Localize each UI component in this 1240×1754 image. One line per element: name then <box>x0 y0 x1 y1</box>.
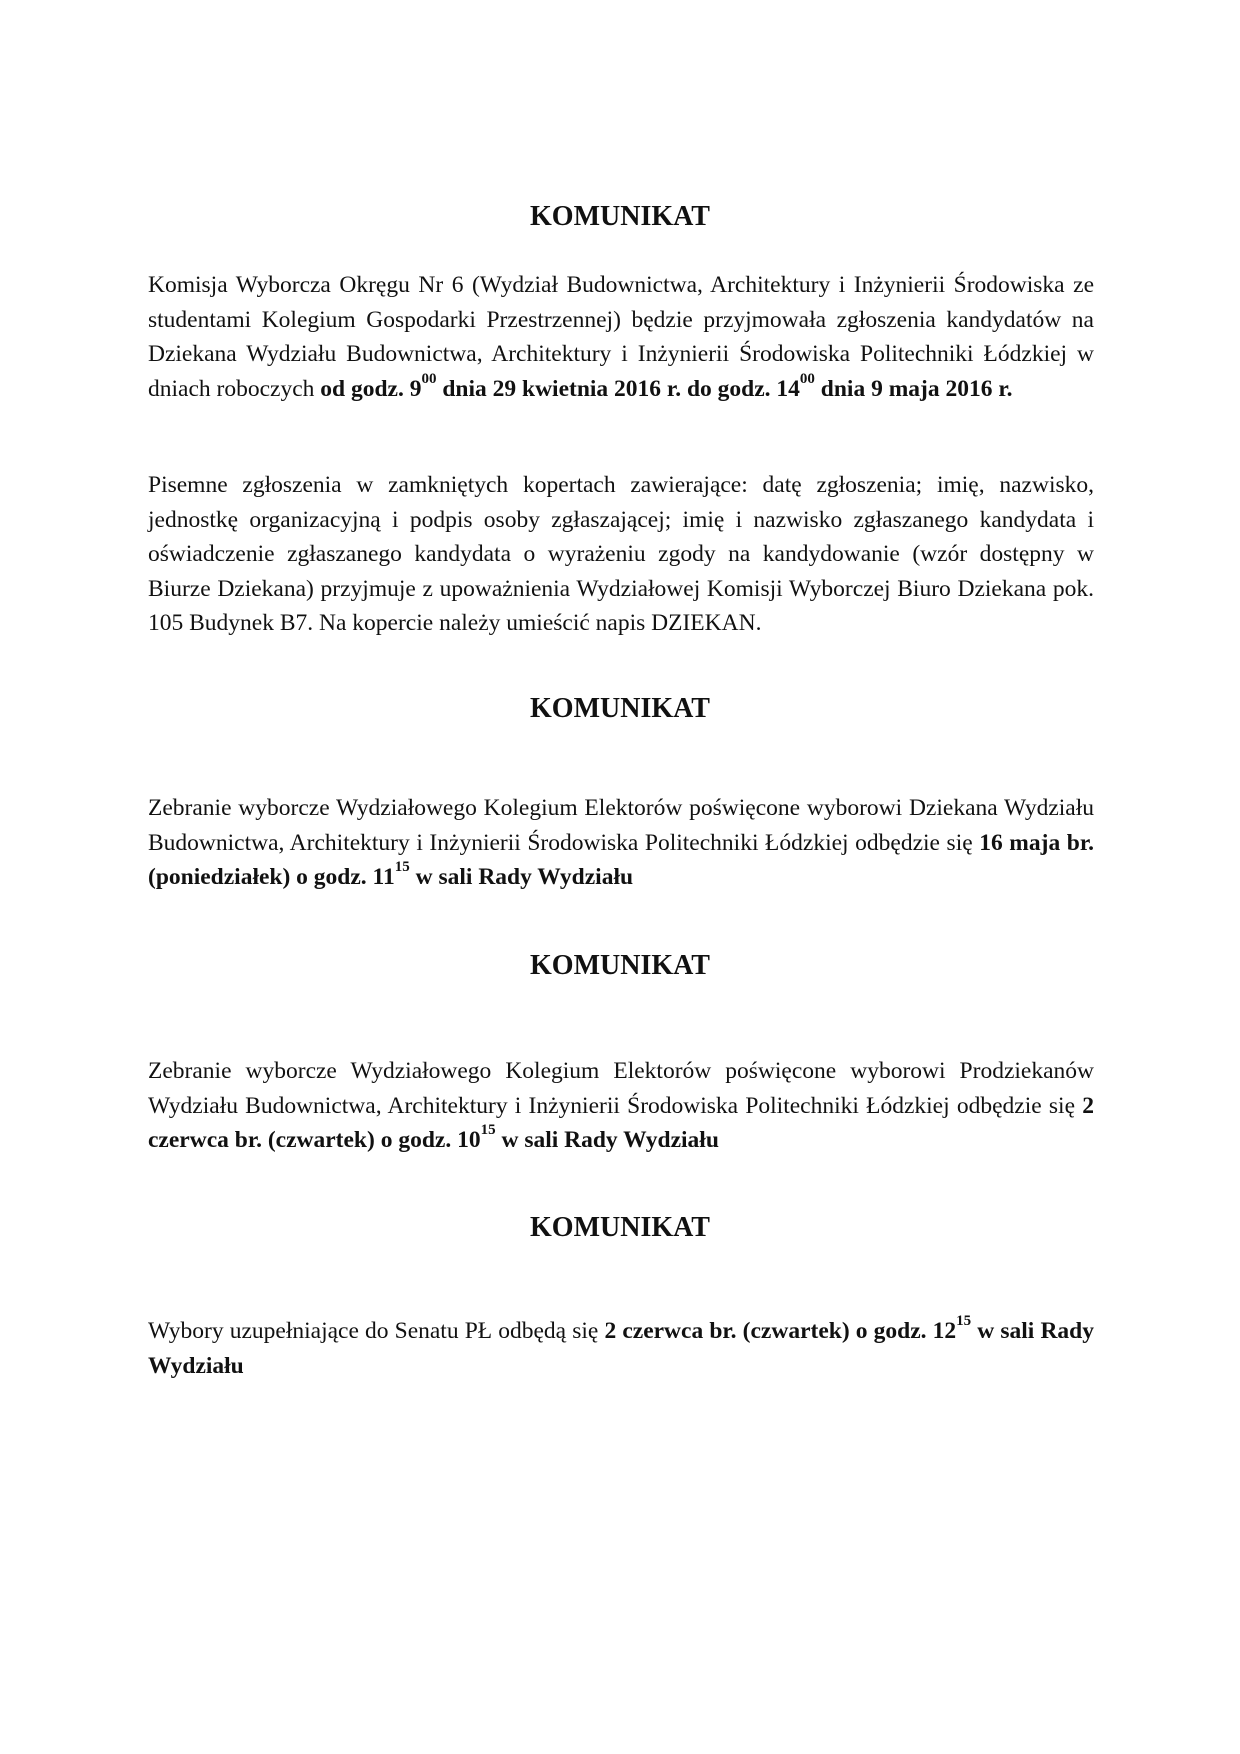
section-4-bold-date: 2 czerwca br. (czwartek) o godz. 12 <box>604 1318 957 1344</box>
section-3-text: Zebranie wyborcze Wydziałowego Kolegium Elektorów poświęcone wyborowi Prodziekanów Wydziału Budownictwa, Architektury i Inżynierii Środowiska Politechniki Łódzkiej odbędzie się <box>148 1058 1094 1119</box>
section-1-bold-dates: dnia 29 kwietnia 2016 r. do godz. 14 <box>436 375 800 402</box>
section-3-bold-place: w sali Rady Wydziału <box>495 1127 719 1153</box>
section-1-sup-end-minutes: 00 <box>799 370 815 387</box>
section-1-paragraph-1-text: Komisja Wyborcza Okręgu Nr 6 (Wydział Budownictwa, Architektury i Inżynierii Środowiska ze studentami Kolegium Gospodarki Przestrzennej) będzie przyjmowała zgłoszenia kandydatów na Dziekana Wydziału Budownictwa, Architektury i Inżynierii Środowiska Politechniki Łódzkiej w dniach roboczych <box>148 272 1094 402</box>
section-4-heading: KOMUNIKAT <box>530 1212 710 1243</box>
section-4-bold-place: w sali Rady Wydziału <box>148 1318 1094 1379</box>
section-3-paragraph <box>148 1054 1094 1158</box>
section-1-bold-end-date: dnia 9 maja 2016 r. <box>814 375 1013 402</box>
section-2-heading: KOMUNIKAT <box>530 693 710 724</box>
section-3-bold-date: 2 czerwca br. (czwartek) o godz. 10 <box>148 1092 1094 1153</box>
section-2-bold-date: 16 maja br. (poniedziałek) o godz. 11 <box>148 829 1095 890</box>
section-1-paragraph-2: Pisemne zgłoszenia w zamkniętych kopertach zawierające: datę zgłoszenia; imię, nazwisko, jednostkę organizacyjną i podpis osoby zgłaszającej; imię i nazwisko zgłaszanego kandydata i oświadczenie zgłaszanego kandydata o wyrażeniu zgody na kandydowanie (wzór dostępny w Biurze Dziekana) przyjmuje z upoważnienia Wydziałowej Komisji Wyborczej Biuro Dziekana pok. 105 Budynek B7. Na kopercie należy umieścić napis DZIEKAN. <box>148 472 1094 636</box>
section-2-bold-place: w sali Rady Wydziału <box>409 864 634 890</box>
section-3-sup-minutes: 15 <box>480 1122 496 1139</box>
section-4-sup-minutes: 15 <box>956 1313 972 1330</box>
section-3-heading: KOMUNIKAT <box>530 950 710 981</box>
section-4-paragraph <box>148 1314 1094 1383</box>
section-2-sup-minutes: 15 <box>394 859 410 876</box>
section-1-heading: KOMUNIKAT <box>530 201 710 232</box>
section-4-text: Wybory uzupełniające do Senatu PŁ odbędą się <box>148 1318 605 1344</box>
section-1-paragraph-1 <box>148 268 1094 406</box>
section-2-paragraph <box>148 791 1094 895</box>
section-1-sup-start-minutes: 00 <box>421 370 437 387</box>
section-2-text: Zebranie wyborcze Wydziałowego Kolegium Elektorów poświęcone wyborowi Dziekana Wydziału Budownictwa, Architektury i Inżynierii Środowiska Politechniki Łódzkiej odbędzie się <box>148 795 1094 856</box>
section-1-bold-start-time: od godz. 9 <box>320 375 422 402</box>
